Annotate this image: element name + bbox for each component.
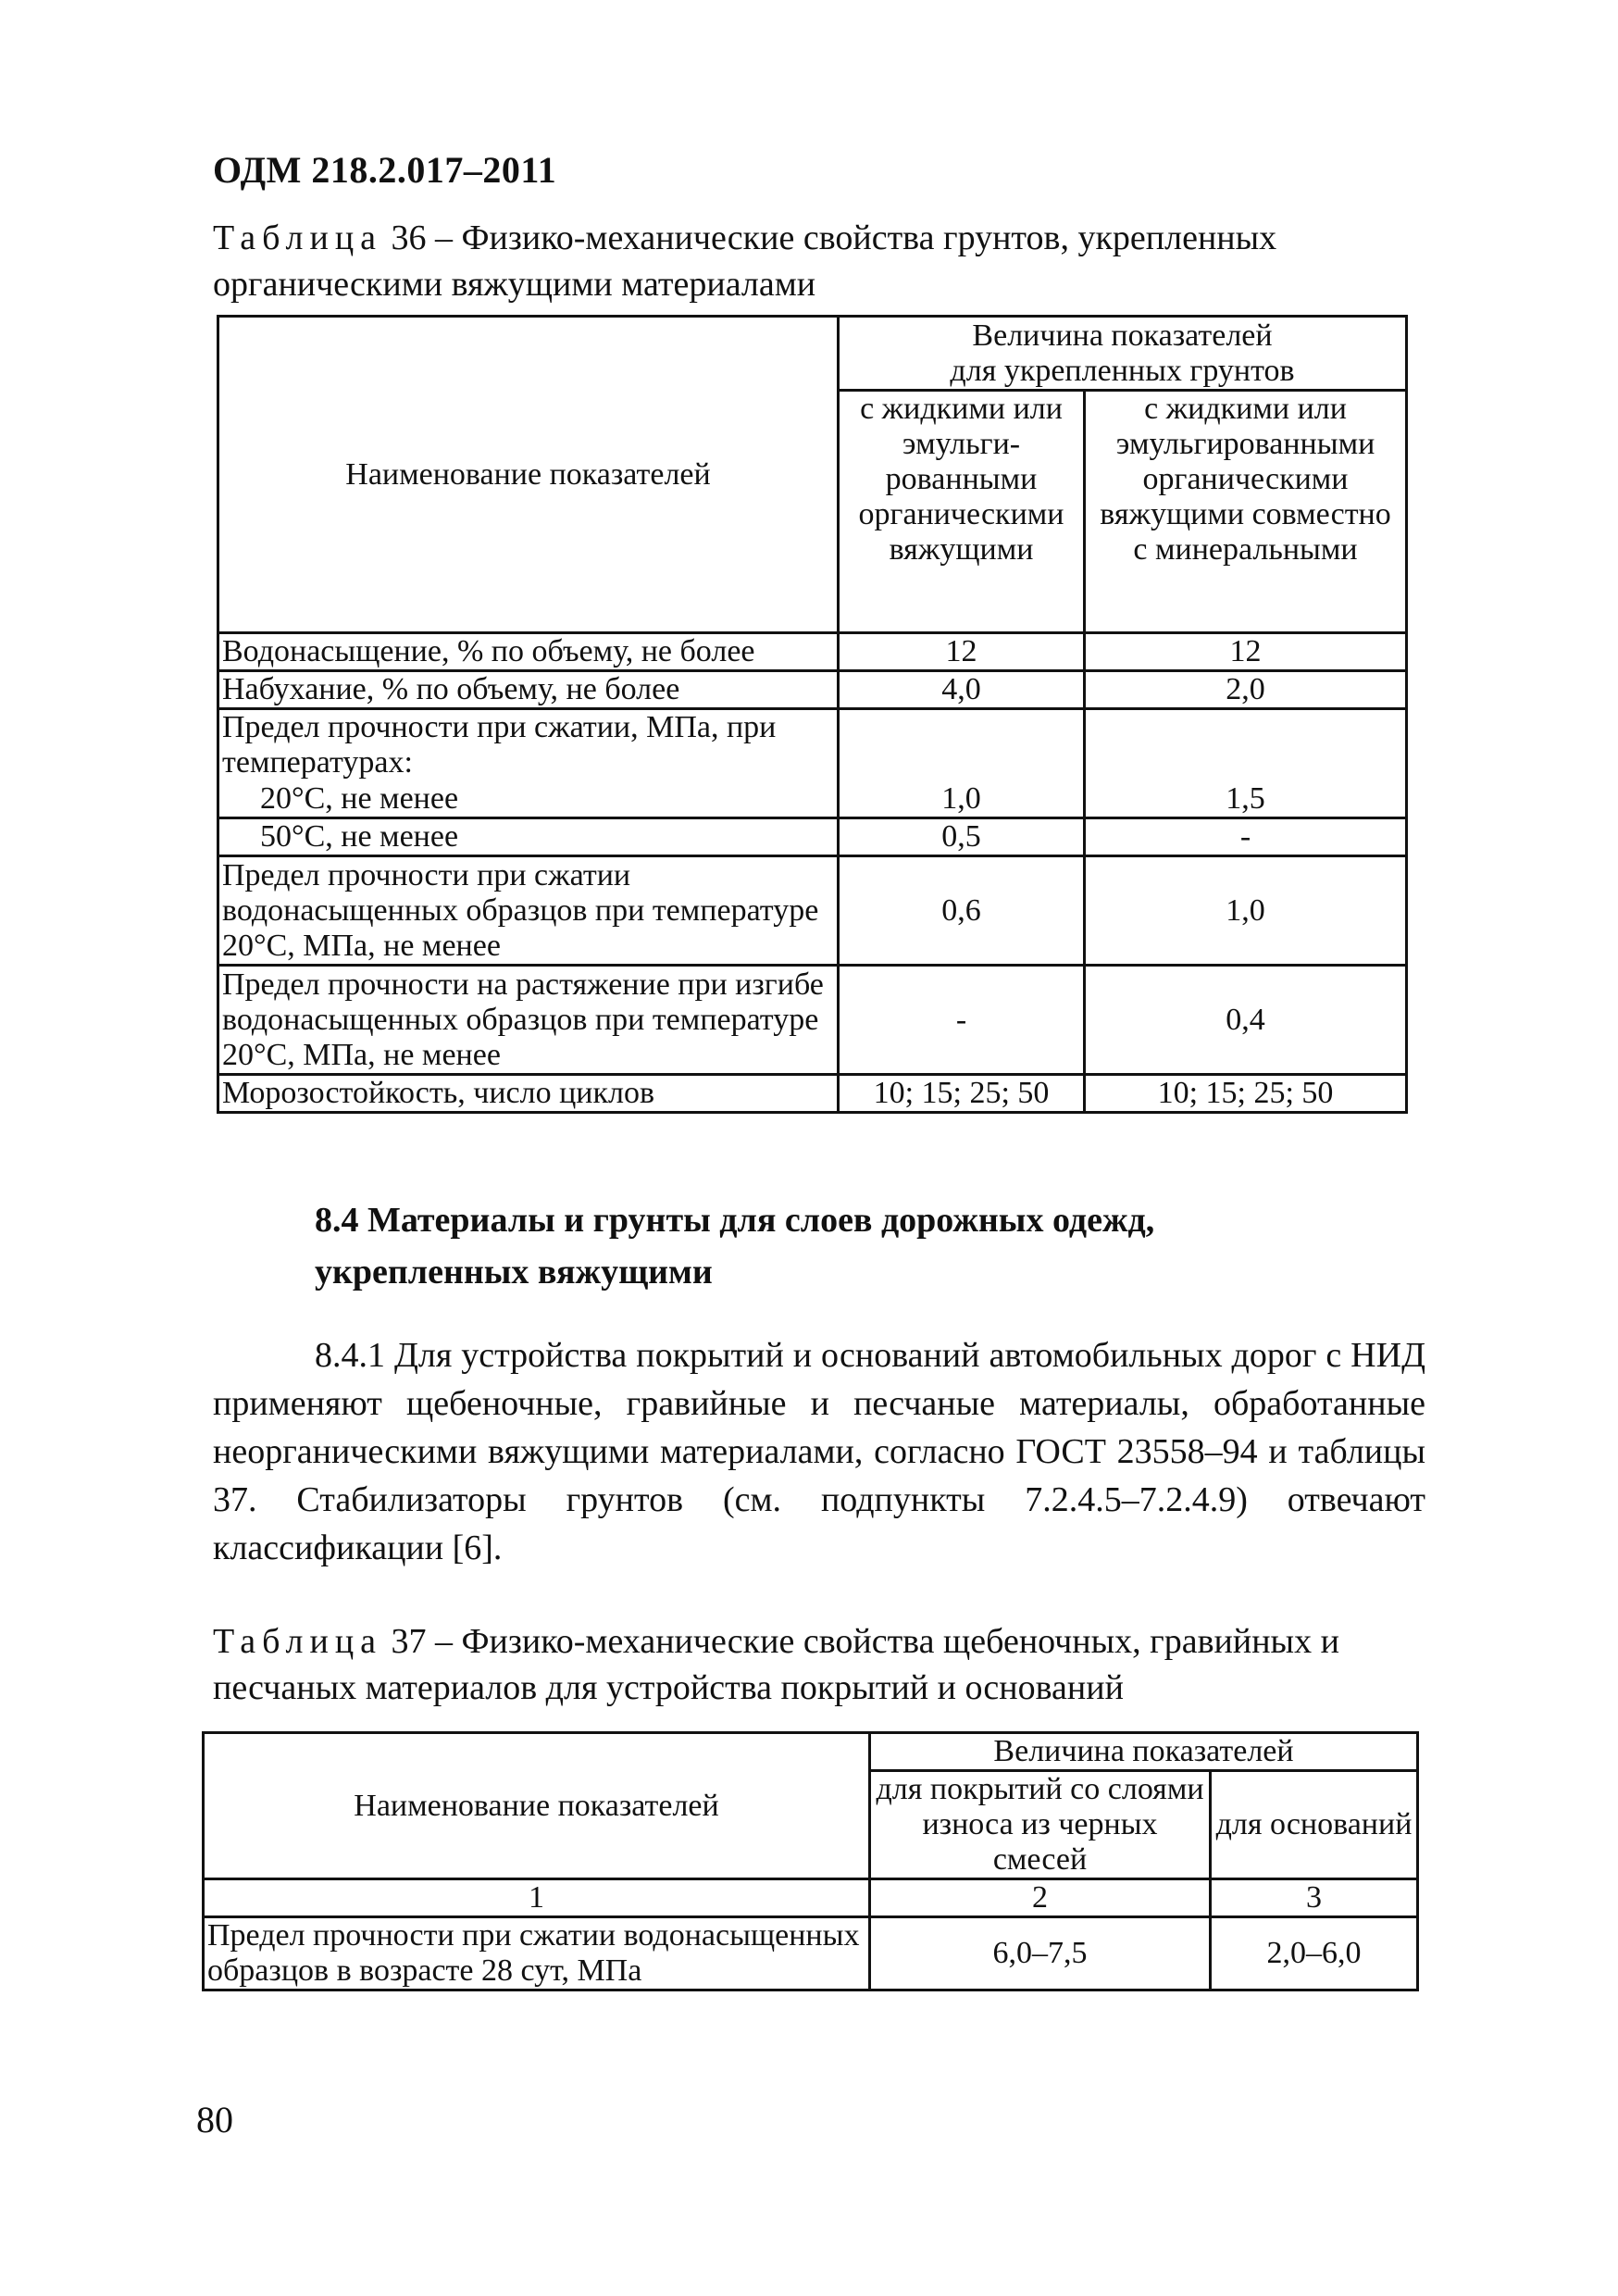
group-header	[839, 317, 1407, 391]
row-name: Водонасыщение, % по объему, не более	[218, 633, 839, 671]
row-value-1: 12	[839, 633, 1085, 671]
row-value-2: 0,4	[1085, 966, 1407, 1075]
subheader-organic: с жидкими или эмульгированными органическими вяжущими	[839, 391, 1085, 633]
row-value-2: 1,5	[1085, 781, 1407, 818]
table-37-caption	[213, 1618, 1425, 1711]
column-header-name: Наименование показателей	[218, 317, 839, 633]
row-value-1: 4,0	[839, 671, 1085, 709]
group-header-line-1: Величина показателей	[972, 318, 1273, 353]
table-row	[218, 781, 1407, 818]
row-value-1: -	[839, 966, 1085, 1075]
column-number-1: 1	[204, 1879, 870, 1917]
column-number-row	[204, 1879, 1418, 1917]
page-number: 80	[196, 2099, 233, 2140]
section-title: 8.4 Материалы и грунты для слоев дорожных одежд, укрепленных вяжущими	[315, 1201, 1155, 1292]
row-value-1: 0,5	[839, 818, 1085, 856]
row-value-2: 1,0	[1085, 856, 1407, 966]
row-name: Предел прочности при сжатии, МПа, при температурах:	[218, 709, 839, 781]
row-name: Набухание, % по объему, не более	[218, 671, 839, 709]
subheader-bases: для оснований	[1211, 1771, 1418, 1879]
document-code: ОДМ 218.2.017–2011	[213, 149, 557, 191]
row-value-2: 12	[1085, 633, 1407, 671]
column-header-name: Наименование показателей	[204, 1733, 870, 1879]
row-value-1: 10; 15; 25; 50	[839, 1075, 1085, 1113]
group-header-line-2: для укрепленных грунтов	[950, 353, 1295, 388]
row-value-2: -	[1085, 818, 1407, 856]
row-name: 20°С, не менее	[218, 781, 839, 818]
row-value-1	[839, 709, 1085, 781]
row-value-2: 2,0–6,0	[1211, 1917, 1418, 1990]
table-row	[218, 633, 1407, 671]
row-name: Предел прочности на растяжение при изгибе водонасыщенных образцов при температуре 20°С, МПа, не менее	[218, 966, 839, 1075]
caption-text: 36 – Физико-механические свойства грунтов, укрепленных органическими вяжущими материалами	[213, 218, 1277, 304]
table-row	[204, 1917, 1418, 1990]
table-36	[217, 315, 1408, 1114]
subheader-pavements: для покрытий со слоями износа из черных смесей	[870, 1771, 1211, 1879]
table-row	[218, 709, 1407, 781]
table-row	[218, 1075, 1407, 1113]
table-37	[202, 1731, 1419, 1991]
caption-label: Таблица	[213, 1622, 383, 1661]
row-value-2: 2,0	[1085, 671, 1407, 709]
row-name: Морозостойкость, число циклов	[218, 1075, 839, 1113]
table-36-caption	[213, 215, 1425, 307]
row-value-1: 0,6	[839, 856, 1085, 966]
subheader-organic-mineral: с жидкими или эмульгированными органическими вяжущими совместно с минеральными	[1085, 391, 1407, 633]
row-name: Предел прочности при сжатии водонасыщенных образцов в возрасте 28 сут, МПа	[204, 1917, 870, 1990]
table-row	[218, 966, 1407, 1075]
table-row	[218, 671, 1407, 709]
caption-label: Таблица	[213, 218, 383, 257]
row-value-1: 1,0	[839, 781, 1085, 818]
row-value-1: 6,0–7,5	[870, 1917, 1211, 1990]
table-row	[218, 856, 1407, 966]
row-name: Предел прочности при сжатии водонасыщенных образцов при температуре 20°С, МПа, не менее	[218, 856, 839, 966]
row-value-2	[1085, 709, 1407, 781]
group-header: Величина показателей	[870, 1733, 1418, 1771]
row-name: 50°С, не менее	[218, 818, 839, 856]
column-number-2: 2	[870, 1879, 1211, 1917]
paragraph-text: 8.4.1 Для устройства покрытий и оснований автомобильных дорог с НИД применяют щебеночные, гравийные и песчаные материалы, обработанные неорганическими вяжущими материалами, согласно ГОСТ 23558–94 и таблицы 37. Стабилизаторы грунтов (см. подпункты 7.2.4.5–7.2.4.9) отвечают классификации [6].	[213, 1336, 1425, 1567]
row-value-2: 10; 15; 25; 50	[1085, 1075, 1407, 1113]
table-row	[218, 818, 1407, 856]
column-number-3: 3	[1211, 1879, 1418, 1917]
caption-text: 37 – Физико-механические свойства щебеночных, гравийных и песчаных материалов для устройства покрытий и оснований	[213, 1622, 1339, 1707]
paragraph-8-4-1	[213, 1331, 1425, 1572]
